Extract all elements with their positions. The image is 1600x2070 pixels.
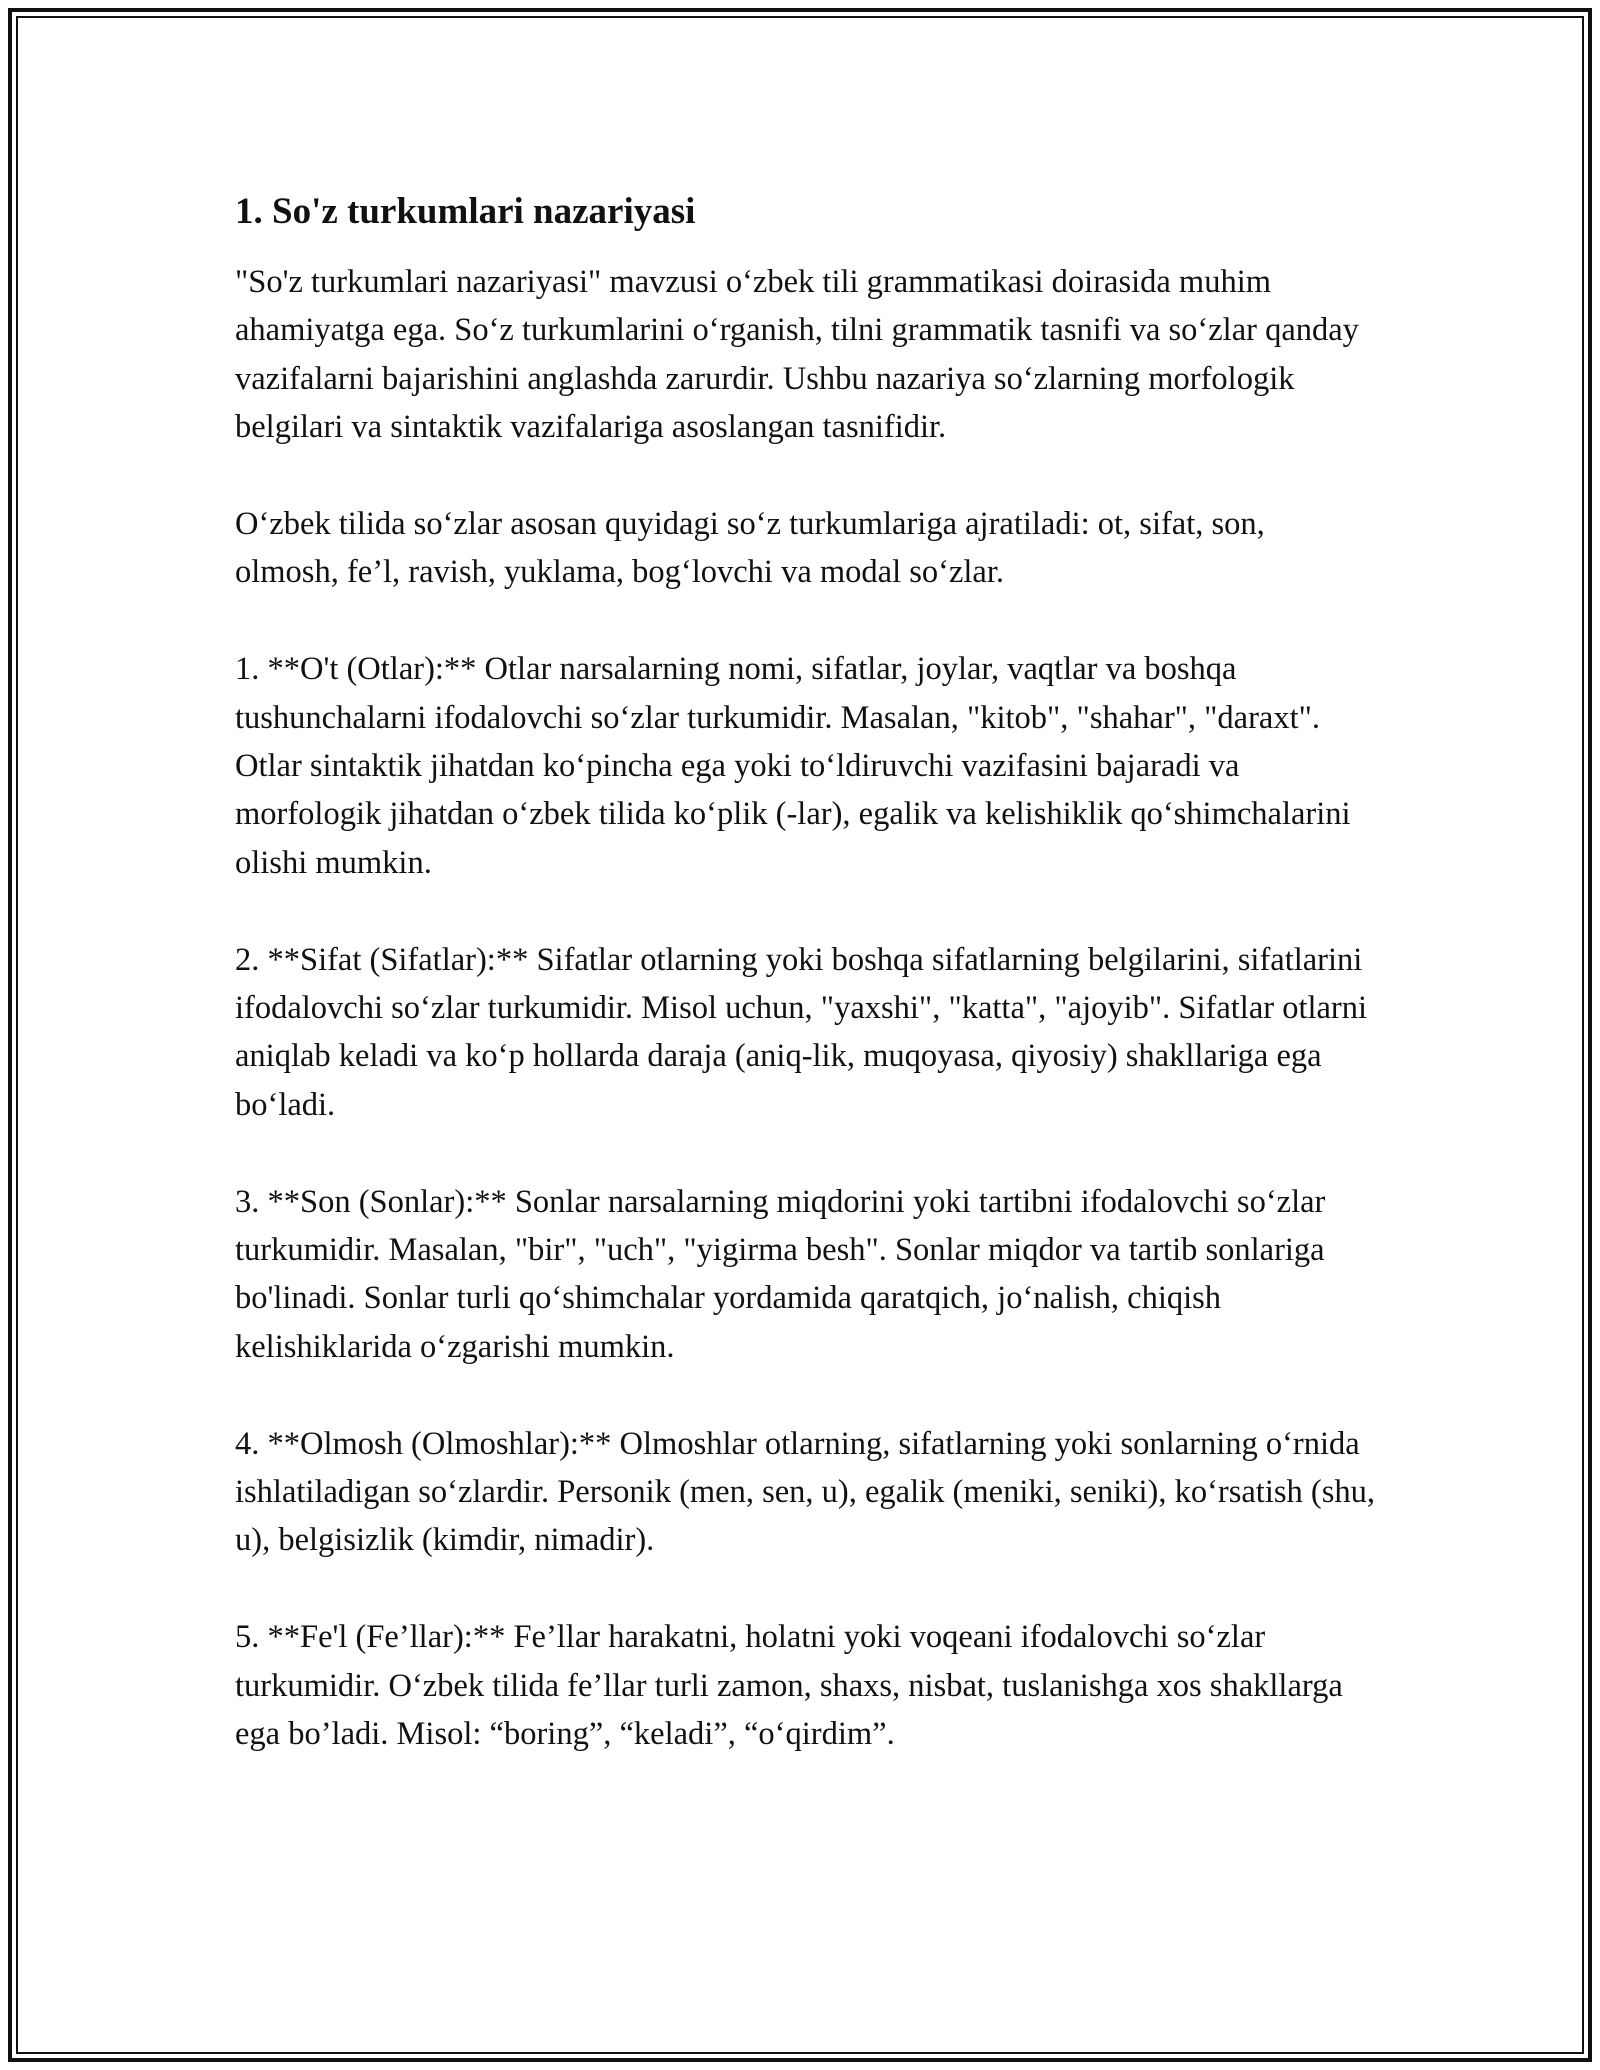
noun-section-paragraph: 1. **O't (Otlar):** Otlar narsalarning nomi, sifatlar, joylar, vaqtlar va boshqa tushunchalarni ifodalovchi so‘zlar turkumidir. Masalan, "kitob", "shahar", "daraxt". Otlar sintaktik jihatdan ko‘pincha ega yoki to‘ldiruvchi vazifasini bajaradi va morfologik jihatdan o‘zbek tilida ko‘plik (-lar), egalik va kelishiklik qo‘shimchalarini olishi mumkin. [235,651,1351,881]
intro-paragraph: "So'z turkumlari nazariyasi" mavzusi o‘zbek tili grammatikasi doirasida muhim ahamiyatga ega. So‘z turkumlarini o‘rganish, tilni grammatik tasnifi va so‘zlar qanday vazifalarni bajarishini anglashda zarurdir. Ushbu nazariya so‘zlarning morfologik belgilari va sintaktik vazifalariga asoslangan tasnifidir. [235,264,1359,446]
pronoun-section-paragraph: 4. **Olmosh (Olmoshlar):** Olmoshlar otlarning, sifatlarning yoki sonlarning o‘rnida ishlatiladigan so‘zlardir. Personik (men, sen, u), egalik (meniki, seniki), ko‘rsatish (shu, u), belgisizlik (kimdir, nimadir). [235,1425,1375,1559]
word-classes-list-paragraph: O‘zbek tilida so‘zlar asosan quyidagi so‘z turkumlariga ajratiladi: ot, sifat, son, olmosh, fe’l, ravish, yuklama, bog‘lovchi va modal so‘zlar. [235,506,1265,591]
adjective-section-paragraph: 2. **Sifat (Sifatlar):** Sifatlar otlarning yoki boshqa sifatlarning belgilarini, sifatlarini ifodalovchi so‘zlar turkumidir. Misol uchun, "yaxshi", "katta", "ajoyib". Sifatlar otlarni aniqlab keladi va ko‘p hollarda daraja (aniq-lik, muqoyasa, qiyosiy) shakllariga ega bo‘ladi. [235,941,1368,1123]
document-title: 1. So'z turkumlari nazariyasi [235,191,696,232]
document-body [235,188,1375,1807]
verb-section-paragraph: 5. **Fe'l (Fe’llar):** Fe’llar harakatni, holatni yoki voqeani ifodalovchi so‘zlar turkumidir. O‘zbek tilida fe’llar turli zamon, shaxs, nisbat, tuslanishga xos shakllarga ega bo’ladi. Misol: “boring”, “keladi”, “o‘qirdim”. [235,1619,1343,1753]
numeral-section-paragraph: 3. **Son (Sonlar):** Sonlar narsalarning miqdorini yoki tartibni ifodalovchi so‘zlar turkumidir. Masalan, "bir", "uch", "yigirma besh". Sonlar miqdor va tartib sonlariga bo'linadi. Sonlar turli qo‘shimchalar yordamida qaratqich, jo‘nalish, chiqish kelishiklarida o‘zgarishi mumkin. [235,1183,1326,1365]
